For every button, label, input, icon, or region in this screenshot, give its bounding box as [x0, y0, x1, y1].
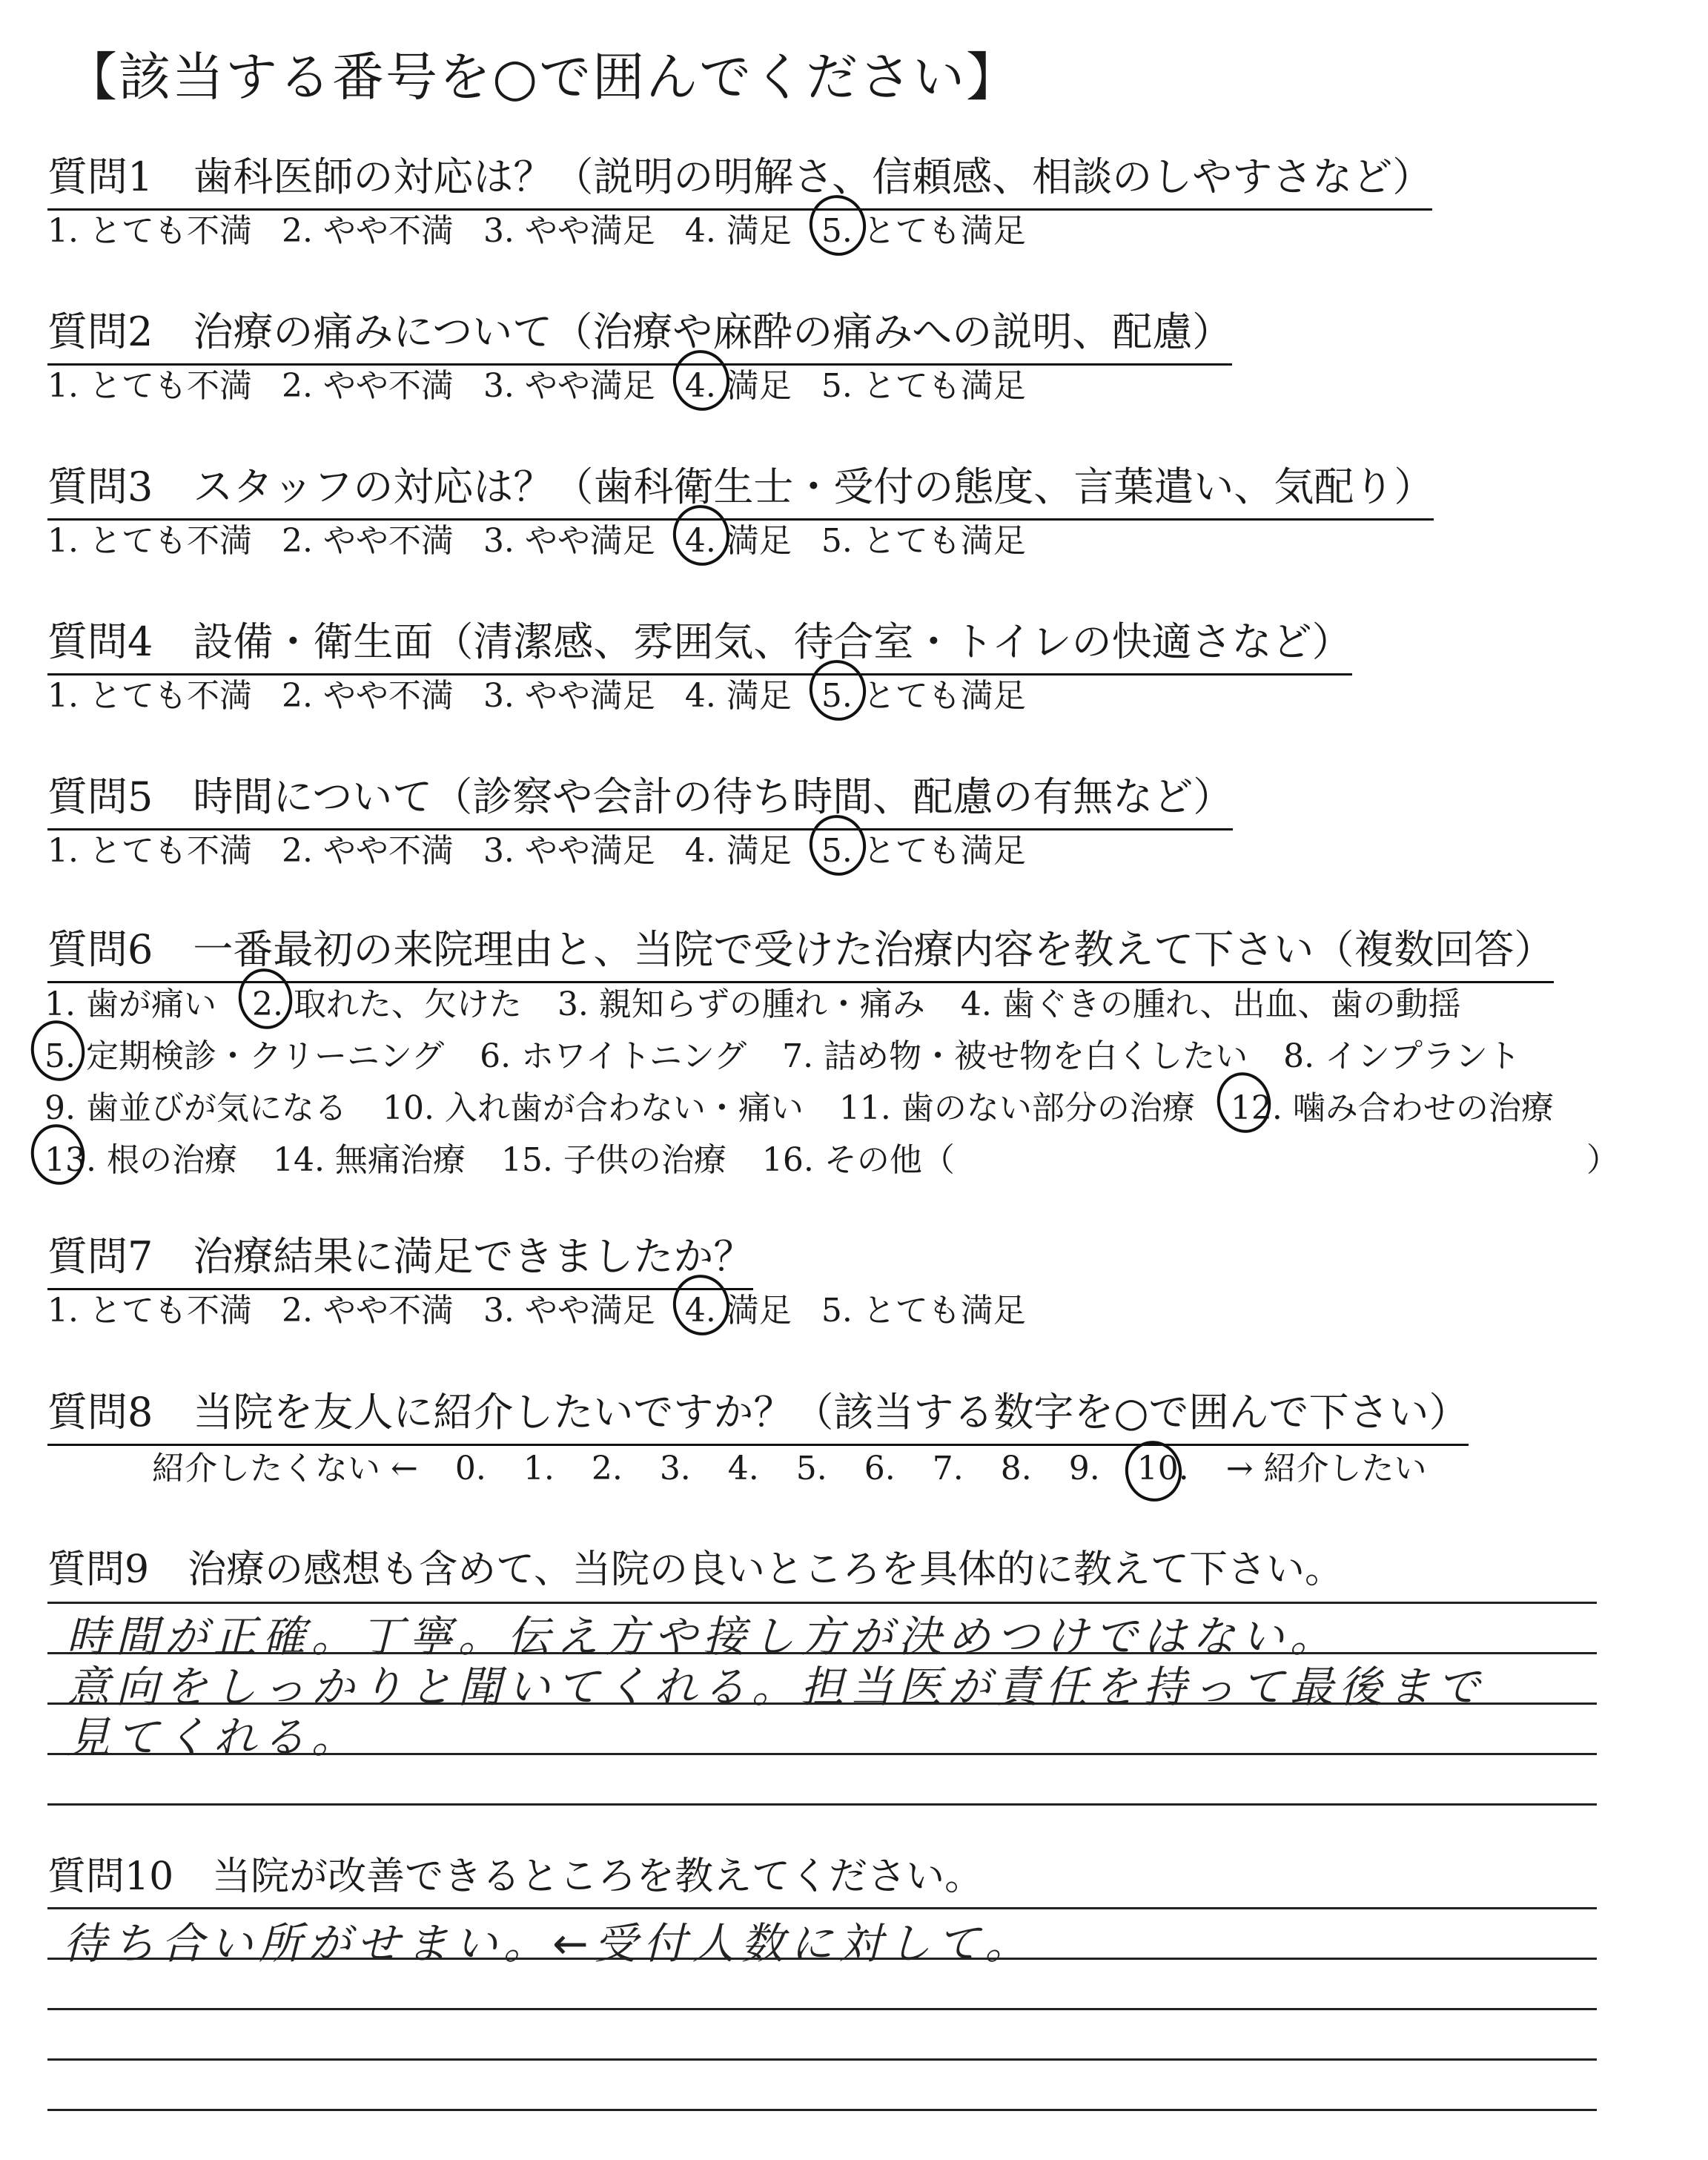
q8-score-5[interactable]: 5. [795, 1450, 827, 1487]
question-9-title: 質問9 治療の感想も含めて、当院の良いところを具体的に教えて下さい。 [47, 1548, 1344, 1592]
q4-option-3[interactable]: 3. やや満足 [483, 677, 655, 715]
q9-answer-rule-5 [47, 1803, 1597, 1806]
q6-option-6[interactable]: 6. ホワイトニング [480, 1037, 747, 1075]
q8-score-1[interactable]: 1. [523, 1450, 555, 1487]
q8-score-0[interactable]: 0. [454, 1450, 486, 1487]
q8-score-8[interactable]: 8. [1000, 1450, 1032, 1487]
question-4-title: 質問4 設備・衛生面（清潔感、雰囲気、待合室・トイレの快適さなど） [47, 610, 1352, 676]
q6-option-4[interactable]: 4. 歯ぐきの腫れ、出血、歯の動揺 [960, 985, 1461, 1023]
q1-option-4[interactable]: 4. 満足 [684, 212, 792, 250]
q5-option-1[interactable]: 1. とても不満 [47, 832, 252, 870]
question-6-title: 質問6 一番最初の来院理由と、当院で受けた治療内容を教えて下さい（複数回答） [47, 918, 1554, 983]
q4-option-1[interactable]: 1. とても不満 [47, 677, 252, 715]
q8-score-3[interactable]: 3. [659, 1450, 691, 1487]
q6-option-9[interactable]: 9. 歯並びが気になる [44, 1089, 347, 1127]
q6-option-14[interactable]: 14. 無痛治療 [272, 1141, 466, 1179]
q10-answer-rule-4 [47, 2058, 1597, 2061]
question-4-options [47, 669, 1056, 716]
q2-option-4-circled[interactable]: 4. 満足 [685, 359, 792, 406]
question-2-options [47, 359, 1056, 406]
question-8-title: 質問8 当院を友人に紹介したいですか？（該当する数字を○で囲んで下さい） [47, 1381, 1469, 1446]
q2-option-5[interactable]: 5. とても満足 [821, 367, 1026, 405]
q6-option-8[interactable]: 8. インプラント [1283, 1037, 1521, 1075]
q10-handwritten-line-1[interactable]: 待ち合い所がせまい。←受付人数に対して。 [63, 1918, 1034, 1969]
q7-option-1[interactable]: 1. とても不満 [47, 1292, 252, 1330]
question-1-options [47, 204, 1056, 251]
q8-score-10-circled[interactable]: 10. [1136, 1450, 1189, 1487]
q4-option-4[interactable]: 4. 満足 [684, 677, 792, 715]
q8-score-2[interactable]: 2. [591, 1450, 623, 1487]
q6-line-4 [44, 1133, 980, 1180]
question-3-title: 質問3 スタッフの対応は？（歯科衛生士・受付の態度、言葉遣い、気配り） [47, 455, 1434, 521]
q2-option-1[interactable]: 1. とても不満 [47, 367, 252, 405]
q2-option-2[interactable]: 2. やや不満 [281, 367, 454, 405]
q6-option-11[interactable]: 11. 歯のない部分の治療 [838, 1089, 1195, 1127]
q7-option-5[interactable]: 5. とても満足 [821, 1292, 1026, 1330]
question-7-options [47, 1284, 1056, 1331]
q1-option-3[interactable]: 3. やや満足 [483, 212, 655, 250]
question-7-title: 質問7 治療結果に満足できましたか？ [47, 1225, 753, 1290]
q7-option-3[interactable]: 3. やや満足 [483, 1292, 655, 1330]
question-10-title: 質問10 当院が改善できるところを教えてください。 [47, 1855, 984, 1899]
q9-handwritten-line-2[interactable]: 意向をしっかりと聞いてくれる。担当医が責任を持って最後まで [67, 1662, 1486, 1712]
q8-right-label: → 紹介したい [1225, 1450, 1427, 1487]
q8-recommend-scale [152, 1441, 1454, 1489]
q8-left-label: 紹介したくない ← [152, 1450, 418, 1487]
q8-score-9[interactable]: 9. [1068, 1450, 1100, 1487]
q8-score-4[interactable]: 4. [727, 1450, 759, 1487]
q9-handwritten-line-3[interactable]: 見てくれる。 [67, 1712, 361, 1763]
q6-other-close-paren: ） [1586, 1141, 1619, 1179]
question-3-options [47, 514, 1056, 561]
q10-answer-rule-5 [47, 2109, 1597, 2111]
question-5-title: 質問5 時間について（診察や会計の待ち時間、配慮の有無など） [47, 765, 1233, 830]
q5-option-2[interactable]: 2. やや不満 [281, 832, 454, 870]
q9-handwritten-line-1[interactable]: 時間が正確。丁寧。伝え方や接し方が決めつけではない。 [67, 1611, 1340, 1662]
q7-option-4-circled[interactable]: 4. 満足 [685, 1284, 792, 1331]
q6-option-3[interactable]: 3. 親知らずの腫れ・痛み [557, 985, 925, 1023]
q3-option-1[interactable]: 1. とても不満 [47, 522, 252, 560]
q6-option-1[interactable]: 1. 歯が痛い [44, 985, 216, 1023]
q4-option-5-circled[interactable]: 5. とても満足 [821, 669, 1026, 716]
question-5-options [47, 824, 1056, 871]
q3-option-3[interactable]: 3. やや満足 [483, 522, 655, 560]
q2-option-3[interactable]: 3. やや満足 [483, 367, 655, 405]
q5-option-5-circled[interactable]: 5. とても満足 [821, 824, 1026, 871]
q5-option-4[interactable]: 4. 満足 [684, 832, 792, 870]
q6-line-1 [44, 977, 1486, 1025]
q6-line-3 [44, 1081, 1579, 1129]
q6-option-7[interactable]: 7. 詰め物・被せ物を白くしたい [782, 1037, 1248, 1075]
q6-option-2-circled[interactable]: 2. 取れた、欠けた [252, 977, 522, 1025]
question-1-title: 質問1 歯科医師の対応は？（説明の明解さ、信頼感、相談のしやすさなど） [47, 145, 1432, 211]
form-header: 【該当する番号を○で囲んでください】 [65, 47, 1020, 108]
q10-answer-rule-3 [47, 2008, 1597, 2010]
q6-line-2 [44, 1029, 1546, 1077]
q8-score-6[interactable]: 6. [864, 1450, 896, 1487]
q1-option-5-circled[interactable]: 5. とても満足 [821, 204, 1026, 251]
q8-score-7[interactable]: 7. [932, 1450, 964, 1487]
question-2-title: 質問2 治療の痛みについて（治療や麻酔の痛みへの説明、配慮） [47, 300, 1232, 366]
q6-option-13-circled[interactable]: 13. 根の治療 [44, 1133, 237, 1180]
q6-option-12-circled[interactable]: 12. 噛み合わせの治療 [1231, 1081, 1554, 1129]
q5-option-3[interactable]: 3. やや満足 [483, 832, 655, 870]
q6-option-16[interactable]: 16. その他（ [761, 1141, 955, 1179]
q3-option-4-circled[interactable]: 4. 満足 [685, 514, 792, 561]
q6-option-15[interactable]: 15. 子供の治療 [500, 1141, 726, 1179]
q6-option-10[interactable]: 10. 入れ歯が合わない・痛い [382, 1089, 804, 1127]
q6-option-5-circled[interactable]: 5. 定期検診・クリーニング [44, 1029, 444, 1077]
q3-option-2[interactable]: 2. やや不満 [281, 522, 454, 560]
q7-option-2[interactable]: 2. やや不満 [281, 1292, 454, 1330]
q1-option-1[interactable]: 1. とても不満 [47, 212, 252, 250]
q3-option-5[interactable]: 5. とても満足 [821, 522, 1026, 560]
q4-option-2[interactable]: 2. やや不満 [281, 677, 454, 715]
q1-option-2[interactable]: 2. やや不満 [281, 212, 454, 250]
